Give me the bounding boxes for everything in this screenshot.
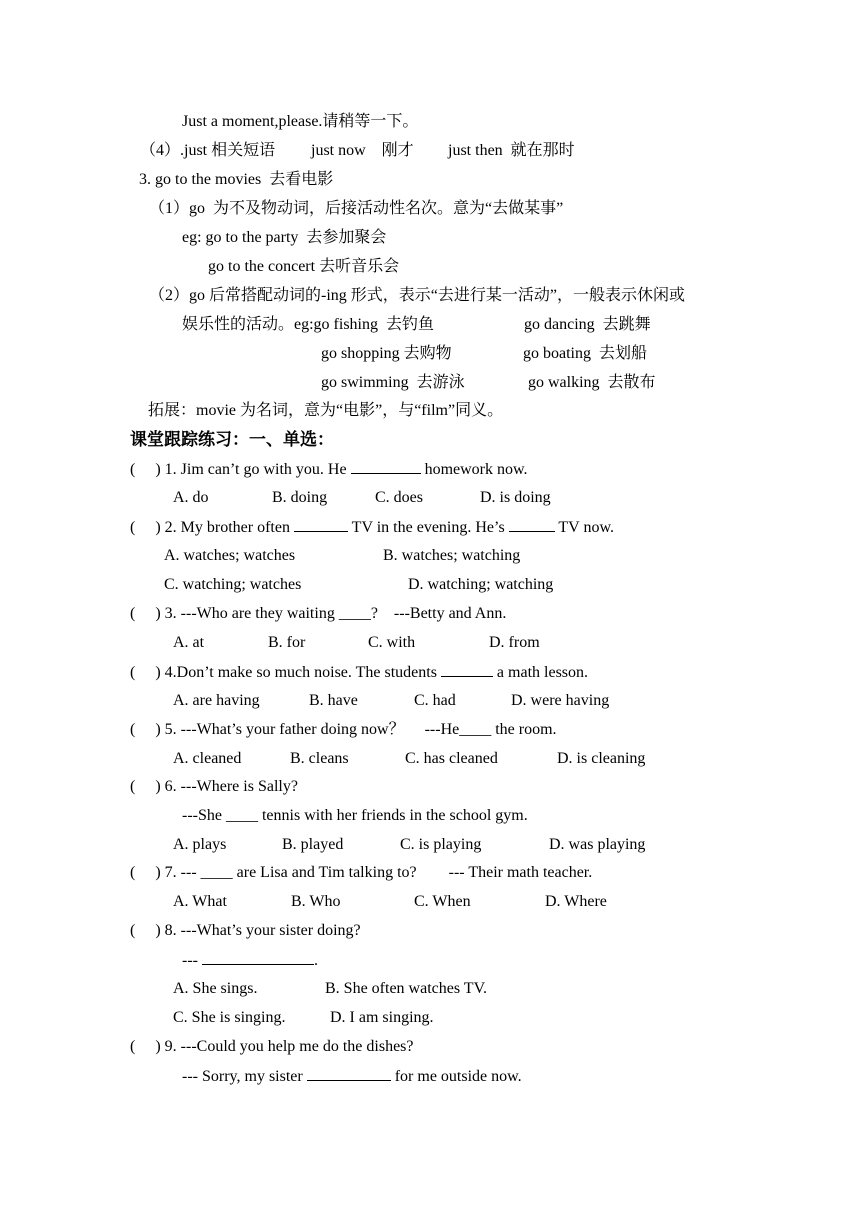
option-3a: A. at	[173, 634, 205, 651]
option-6a: A. plays	[173, 836, 227, 853]
option-3b: B. for	[268, 634, 306, 651]
option-6b: B. played	[282, 836, 344, 853]
question-9-answer-line: --- Sorry, my sister for me outside now.	[182, 1068, 522, 1085]
note-just-now: just now 刚才	[311, 142, 414, 159]
note-heading-go-to-the-movies: 3. go to the movies 去看电影	[139, 171, 334, 188]
option-3d: D. from	[489, 634, 540, 651]
question-6-answer-line: ---She ____ tennis with her friends in the school gym.	[182, 807, 528, 824]
option-4a: A. are having	[173, 692, 260, 709]
option-4d: D. were having	[511, 692, 610, 709]
option-1b: B. doing	[272, 489, 328, 506]
option-8b: B. She often watches TV.	[325, 980, 488, 997]
answer-blank	[294, 517, 348, 532]
option-6d: D. was playing	[549, 836, 646, 853]
option-1d: D. is doing	[480, 489, 551, 506]
option-2a: A. watches; watches	[164, 547, 296, 564]
answer-blank	[307, 1066, 391, 1081]
note-extension-movie: 拓展：movie 为名词，意为“电影”，与“film”同义。	[148, 402, 504, 419]
option-5c: C. has cleaned	[405, 750, 498, 767]
note-go-dancing: go dancing 去跳舞	[524, 316, 651, 333]
question-6: ( ) 6. ---Where is Sally?	[130, 778, 298, 795]
question-5: ( ) 5. ---What’s your father doing now？ ---He____ the room.	[130, 721, 557, 738]
option-4b: B. have	[309, 692, 358, 709]
option-7c: C. When	[414, 893, 471, 910]
note-just-then: just then 就在那时	[448, 142, 575, 159]
option-5b: B. cleans	[290, 750, 349, 767]
option-8a: A. She sings.	[173, 980, 258, 997]
answer-blank	[202, 950, 314, 965]
note-go-walking: go walking 去散布	[528, 374, 656, 391]
question-3: ( ) 3. ---Who are they waiting ____? ---Betty and Ann.	[130, 605, 507, 622]
note-example-concert: go to the concert 去听音乐会	[208, 258, 400, 275]
question-7: ( ) 7. --- ____ are Lisa and Tim talking to? --- Their math teacher.	[130, 864, 593, 881]
option-8d: D. I am singing.	[330, 1009, 434, 1026]
note-go-boating: go boating 去划船	[523, 345, 647, 362]
answer-blank	[441, 662, 493, 677]
option-1c: C. does	[375, 489, 423, 506]
answer-blank	[351, 459, 421, 474]
option-8c: C. She is singing.	[173, 1009, 286, 1026]
option-7a: A. What	[173, 893, 227, 910]
option-2c: C. watching; watches	[164, 576, 302, 593]
option-5a: A. cleaned	[173, 750, 242, 767]
option-3c: C. with	[368, 634, 416, 651]
question-2: ( ) 2. My brother often TV in the evening. He’s TV now.	[130, 519, 614, 536]
note-go-fishing: 娱乐性的活动。eg:go fishing 去钓鱼	[182, 316, 434, 333]
section-title: 课堂跟踪练习：一、单选：	[130, 430, 334, 449]
option-7b: B. Who	[291, 893, 341, 910]
note-example-party: eg: go to the party 去参加聚会	[182, 229, 387, 246]
note-go-ing-form: （2）go 后常搭配动词的-ing 形式，表示“去进行某一活动”，一般表示休闲或	[149, 287, 685, 304]
question-9: ( ) 9. ---Could you help me do the dishes?	[130, 1038, 414, 1055]
option-7d: D. Where	[545, 893, 607, 910]
note-line-just-a-moment: Just a moment,please.请稍等一下。	[182, 113, 419, 130]
question-8-answer-line: --- .	[182, 952, 318, 969]
note-heading-just-phrases: （4）.just 相关短语	[140, 142, 276, 159]
option-6c: C. is playing	[400, 836, 482, 853]
option-4c: C. had	[414, 692, 456, 709]
option-5d: D. is cleaning	[557, 750, 646, 767]
note-go-intransitive: （1）go 为不及物动词，后接活动性名次。意为“去做某事”	[149, 200, 564, 217]
option-2d: D. watching; watching	[408, 576, 554, 593]
option-1a: A. do	[173, 489, 209, 506]
answer-blank	[509, 517, 555, 532]
note-go-swimming: go swimming 去游泳	[321, 374, 465, 391]
note-go-shopping: go shopping 去购物	[321, 345, 452, 362]
question-4: ( ) 4.Don’t make so much noise. The students a math lesson.	[130, 664, 589, 681]
question-1: ( ) 1. Jim can’t go with you. He homework now.	[130, 461, 528, 478]
option-2b: B. watches; watching	[383, 547, 521, 564]
question-8: ( ) 8. ---What’s your sister doing?	[130, 922, 361, 939]
